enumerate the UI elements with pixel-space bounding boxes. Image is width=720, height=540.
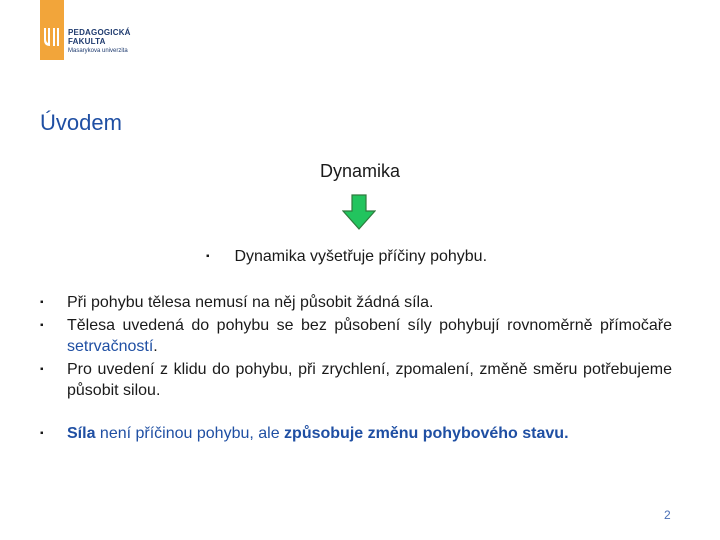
faculty-logo <box>40 0 150 62</box>
bullet-text: Při pohybu tělesa nemusí na něj působit žádná síla. <box>67 294 434 311</box>
term-sila: Síla <box>67 425 96 442</box>
bullet-text: Tělesa uvedená do pohybu se bez působení síly pohybují rovnoměrně přímočaře <box>67 317 672 334</box>
university-logo-icon <box>40 0 64 60</box>
list-item <box>40 292 672 313</box>
bullet-list <box>40 292 672 446</box>
page-number: 2 <box>664 508 671 522</box>
term-setrvacnost: setrvačností <box>67 338 154 355</box>
bullet-marker: ▪ <box>40 297 44 308</box>
list-item <box>40 315 672 357</box>
slide-subtitle: Dynamika <box>319 161 401 181</box>
logo-line3: Masarykova univerzita <box>68 48 128 54</box>
bullet-end: . <box>153 338 158 355</box>
bullet-marker: ▪ <box>206 251 210 262</box>
bullet-marker: ▪ <box>40 364 44 375</box>
bullet-text: není příčinou pohybu, ale <box>95 425 285 442</box>
bullet-marker: ▪ <box>40 428 44 439</box>
bullet-text: Pro uvedení z klidu do pohybu, při zrychlení, zpomalení, změně směru potřebujeme působit silou. <box>67 361 672 399</box>
lead-bullet <box>206 248 487 266</box>
down-arrow-icon <box>342 194 376 235</box>
list-item <box>40 359 672 401</box>
lead-bullet-text: Dynamika vyšetřuje příčiny pohybu. <box>234 248 488 265</box>
logo-line2: FAKULTA <box>68 37 106 46</box>
emphasis-text: způsobuje změnu pohybového stavu. <box>284 425 569 442</box>
logo-line1: PEDAGOGICKÁ <box>68 28 131 37</box>
list-item <box>40 423 672 444</box>
slide-title: Úvodem <box>40 110 122 135</box>
bullet-marker: ▪ <box>40 320 44 331</box>
